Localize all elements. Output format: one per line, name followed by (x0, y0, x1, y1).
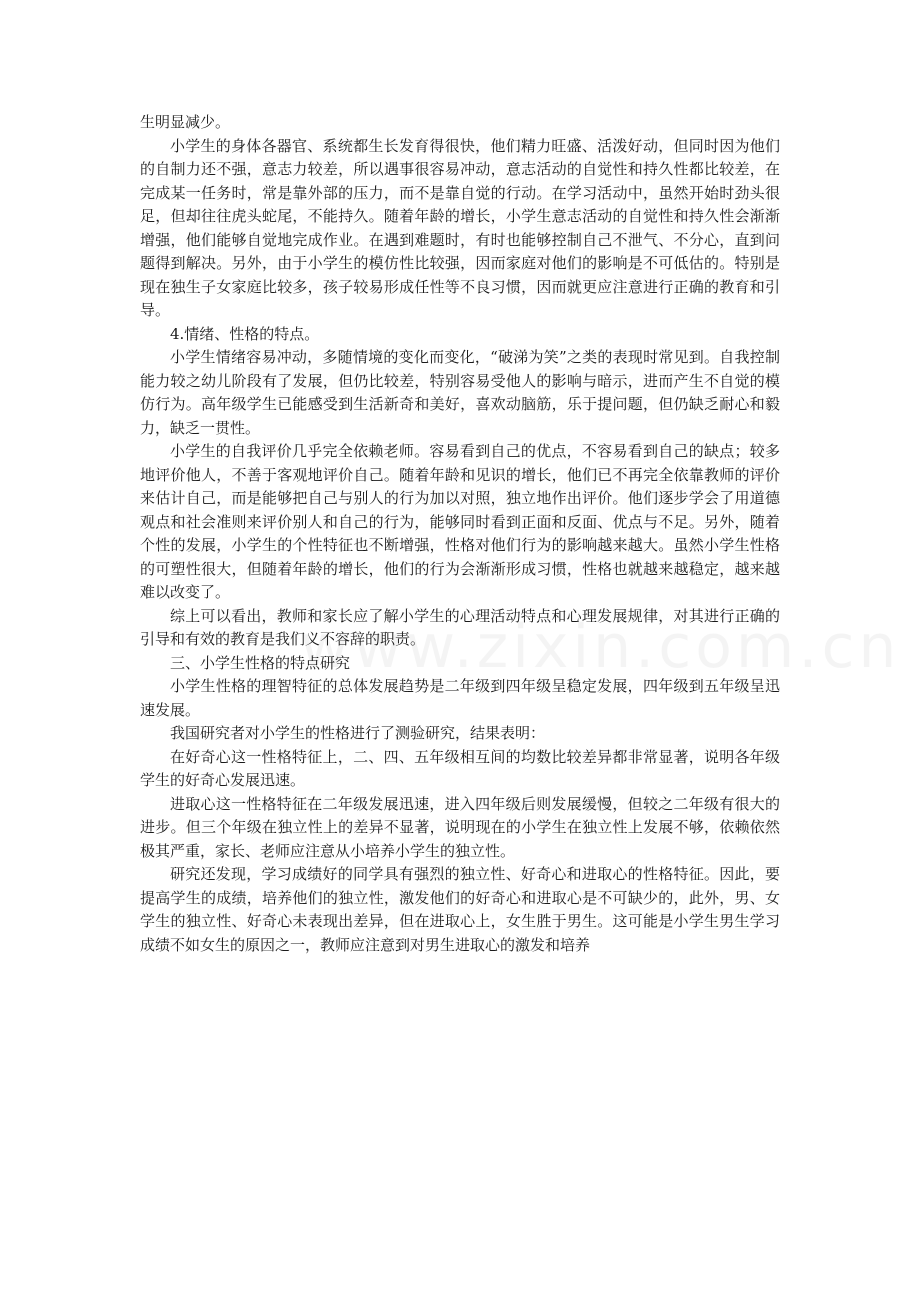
paragraph-summary: 综上可以看出，教师和家长应了解小学生的心理活动特点和心理发展规律，对其进行正确的引导和有效的教育是我们义不容辞的职责。 (140, 606, 780, 648)
paragraph-research-intro: 我国研究者对小学生的性格进行了测验研究，结果表明： (170, 724, 546, 742)
paragraph-self-evaluation: 小学生的自我评价几乎完全依赖老师。容易看到自己的优点，不容易看到自己的缺点；较多地评价他人，不善于客观地评价自己。随着年龄和见识的增长，他们已不再完全依靠教师的评价来估计自己，而是能够把自己与别人的行为加以对照，独立地作出评价。他们逐步学会了用道德观点和社会准则来评价别人和自己的行为，能够同时看到正面和反面、优点与不足。另外，随着个性的发展，小学生的个性特征也不断增强，性格对他们行为的影响越来越大。虽然小学生性格的可塑性很大，但随着年龄的增长，他们的行为会渐渐形成习惯，性格也就越来越稳定，越来越难以改变了。 (140, 442, 780, 601)
paragraph-emotion: 小学生情绪容易冲动，多随情境的变化而变化，“破涕为笑”之类的表现时常见到。自我控制能力较之幼儿阶段有了发展，但仍比较差，特别容易受他人的影响与暗示，进而产生不自觉的模仿行为。高年级学生已能感受到生活新奇和美好，喜欢动脑筋，乐于提问题，但仍缺乏耐心和毅力，缺乏一贯性。 (140, 348, 780, 437)
paragraph-continuation: 生明显减少。 (140, 113, 231, 131)
paragraph-findings: 研究还发现，学习成绩好的同学具有强烈的独立性、好奇心和进取心的性格特征。因此，要提高学生的成绩，培养他们的独立性，激发他们的好奇心和进取心是不可缺少的，此外，男、女学生的独立性、好奇心未表现出差异，但在进取心上，女生胜于男生。这可能是小学生男生学习成绩不如女生的原因之一，教师应注意到对男生进取心的激发和培养 (140, 865, 780, 954)
paragraph-ambition: 进取心这一性格特征在二年级发展迅速，进入四年级后则发展缓慢，但较之二年级有很大的进步。但三个年级在独立性上的差异不显著，说明现在的小学生在独立性上发展不够，依赖依然极其严重，家长、老师应注意从小培养小学生的独立性。 (140, 794, 780, 860)
paragraph-will: 小学生的身体各器官、系统都生长发育得很快，他们精力旺盛、活泼好动，但同时因为他们的自制力还不强，意志力较差，所以遇事很容易冲动，意志活动的自觉性和持久性都比较差，在完成某一任务时，常是靠外部的压力，而不是靠自觉的行动。在学习活动中，虽然开始时劲头很足，但却往往虎头蛇尾，不能持久。随着年龄的增长，小学生意志活动的自觉性和持久性会渐渐增强，他们能够自觉地完成作业。在遇到难题时，有时也能够控制自己不泄气、不分心，直到问题得到解决。另外，由于小学生的模仿性比较强，因而家庭对他们的影响是不可低估的。特别是现在独生子女家庭比较多，孩子较易形成任性等不良习惯，因而就更应注意进行正确的教育和引导。 (140, 136, 780, 319)
paragraph-trend: 小学生性格的理智特征的总体发展趋势是二年级到四年级呈稳定发展，四年级到五年级呈迅速发展。 (140, 677, 780, 719)
paragraph-curiosity: 在好奇心这一性格特征上，二、四、五年级相互间的均数比较差异都非常显著，说明各年级学生的好奇心发展迅速。 (140, 747, 780, 789)
section-heading-personality-research: 三、小学生性格的特点研究 (170, 653, 351, 672)
document-body (140, 111, 780, 957)
section-heading-emotion: 4.情绪、性格的特点。 (170, 324, 320, 343)
